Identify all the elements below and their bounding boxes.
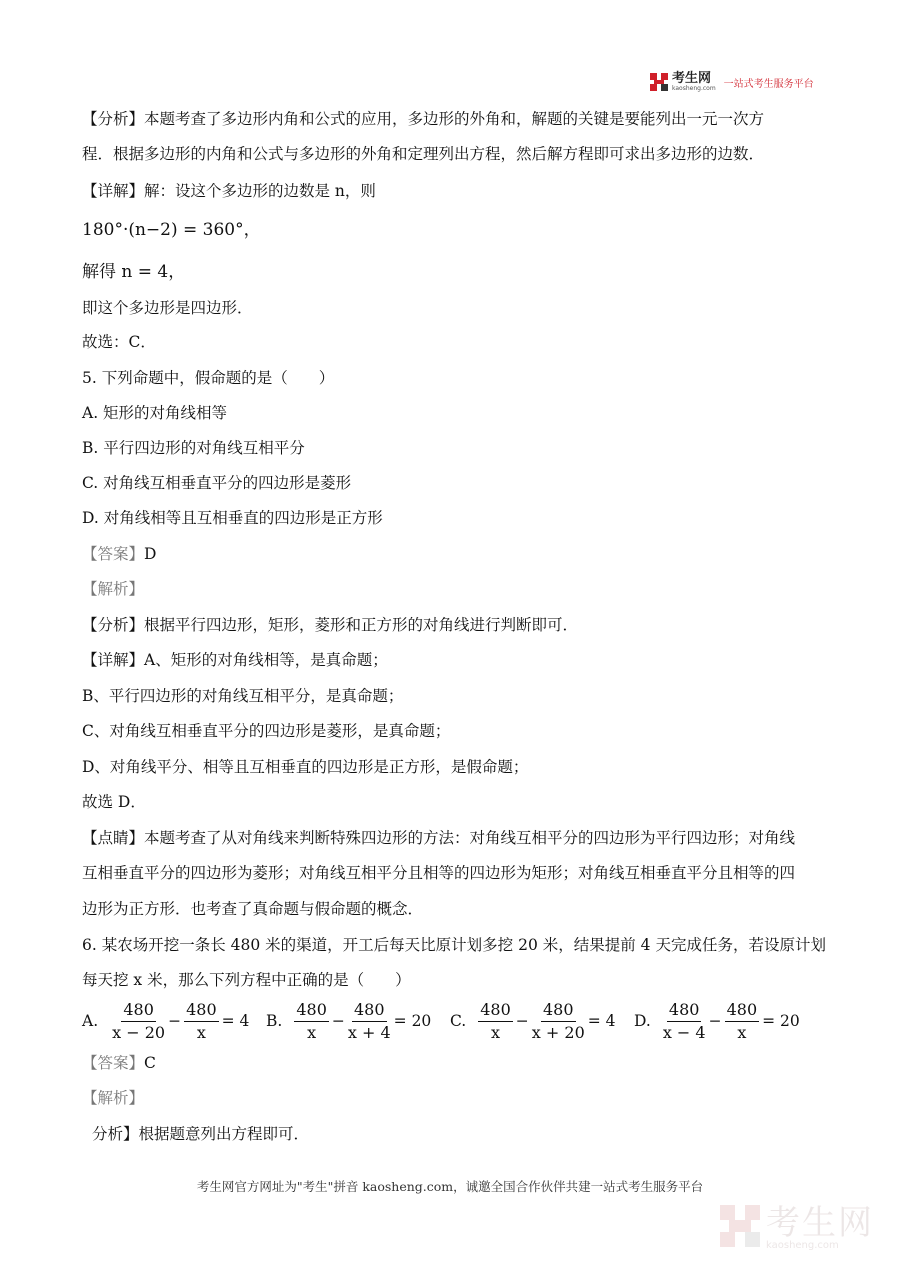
header-logo xyxy=(650,72,814,92)
footer-text: 考生网官方网址为"考生"拼音 kaosheng.com，诚邀全国合作伙伴共建一站式考生服务平台 xyxy=(196,1179,704,1194)
equation-options xyxy=(82,996,802,1046)
logo-domain: kaosheng.com xyxy=(672,85,716,92)
logo-icon xyxy=(650,73,668,91)
equation-option-a: A. $\frac{480}{x - 20}$ − $\frac{480}{x}$ = 4 xyxy=(82,999,250,1042)
answer-line xyxy=(82,543,156,565)
text-line: 【详解】解：设这个多边形的边数是 n，则 xyxy=(82,182,376,200)
text-line: 程．根据多边形的内角和公式与多边形的外角和定理列出方程，然后解方程即可求出多边形的边数． xyxy=(82,145,765,163)
text-line: 每天挖 x 米，那么下列方程中正确的是（ ） xyxy=(82,971,411,989)
equation-option-d: D. $\frac{480}{x - 4}$ − $\frac{480}{x}$ = 20 xyxy=(634,999,800,1042)
option-a: A. 矩形的对角线相等 xyxy=(82,404,228,422)
equation-option-b: B. $\frac{480}{x}$ − $\frac{480}{x + 4}$ = 20 xyxy=(266,999,432,1042)
logo-slogan: 一站式考生服务平台 xyxy=(723,78,814,90)
text-line: 【分析】根据平行四边形，矩形，菱形和正方形的对角线进行判断即可． xyxy=(82,616,579,634)
equation-option-c: C. $\frac{480}{x}$ − $\frac{480}{x + 20}$ = 4 xyxy=(450,999,616,1042)
answer-label: 【答案】 xyxy=(82,545,145,563)
question-6: 6. 某农场开挖一条长 480 米的渠道，开工后每天比原计划多挖 20 米，结果提前 4 天完成任务，若设原计划 xyxy=(82,936,826,954)
text-line: 故选：C． xyxy=(82,333,156,351)
text-line: 故选 D． xyxy=(82,793,146,811)
question-5: 5. 下列命题中，假命题的是（ ） xyxy=(82,369,335,387)
option-d: D. 对角线相等且互相垂直的四边形是正方形 xyxy=(82,509,383,527)
option-b: B. 平行四边形的对角线互相平分 xyxy=(82,439,305,457)
watermark xyxy=(720,1202,874,1251)
text-line: 【分析】本题考查了多边形内角和公式的应用，多边形的外角和，解题的关键是要能列出一元一次方 xyxy=(82,110,765,128)
option-c: C. 对角线互相垂直平分的四边形是菱形 xyxy=(82,474,352,492)
text-line: C、对角线互相垂直平分的四边形是菱形，是真命题； xyxy=(82,722,451,740)
equation-line: 180°·(n−2) = 360°， xyxy=(82,220,261,240)
answer-value: D xyxy=(144,545,157,563)
text-line: 边形为正方形．也考查了真命题与假命题的概念． xyxy=(82,900,424,918)
text-line: D、对角线平分、相等且互相垂直的四边形是正方形，是假命题； xyxy=(82,758,529,776)
analysis-label: 【解析】 xyxy=(82,580,145,598)
equation-line: 解得 n = 4， xyxy=(82,262,186,282)
answer-value: C xyxy=(144,1054,156,1072)
watermark-text: 考生网 xyxy=(766,1202,874,1243)
watermark-logo-icon xyxy=(720,1205,760,1251)
text-line: 互相垂直平分的四边形为菱形；对角线互相平分且相等的四边形为矩形；对角线互相垂直平分且相等的四 xyxy=(82,864,796,882)
answer-line xyxy=(82,1052,156,1074)
analysis-label: 【解析】 xyxy=(82,1089,145,1107)
text-line: 即这个多边形是四边形． xyxy=(82,299,253,317)
text-line: 分析】根据题意列出方程即可． xyxy=(92,1125,310,1143)
answer-label: 【答案】 xyxy=(82,1054,145,1072)
text-line: 【点睛】本题考查了从对角线来判断特殊四边形的方法：对角线互相平分的四边形为平行四边形；对角线 xyxy=(82,829,796,847)
logo-name: 考生网 xyxy=(672,71,712,86)
text-line: B、平行四边形的对角线互相平分，是真命题； xyxy=(82,687,404,705)
watermark-domain: kaosheng.com xyxy=(766,1239,839,1251)
text-line: 【详解】A、矩形的对角线相等，是真命题； xyxy=(82,651,388,669)
